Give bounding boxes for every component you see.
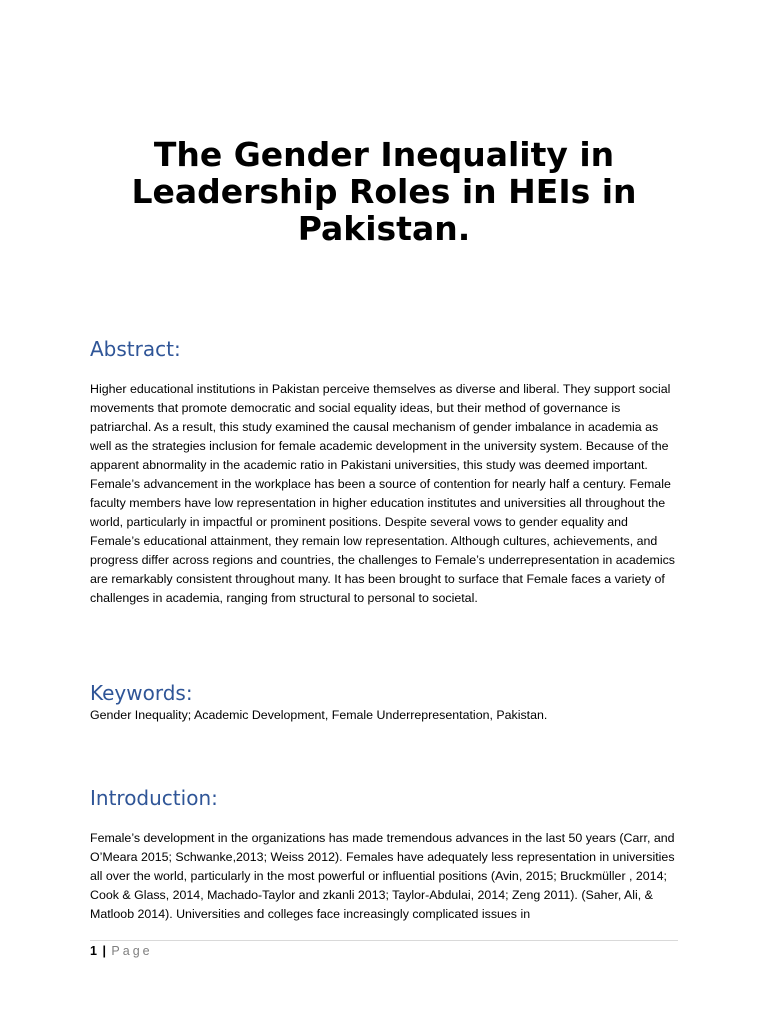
abstract-heading: Abstract:	[90, 337, 181, 361]
keywords-text: Gender Inequality; Academic Development, Female Underrepresentation, Pakistan.	[90, 708, 548, 722]
footer-divider	[90, 940, 678, 941]
abstract-body	[90, 380, 680, 608]
footer-separator: |	[102, 944, 106, 958]
abstract-paragraph-2: Female’s advancement in the workplace has been a source of contention for nearly half a century. Female faculty members have low representation in higher education institutes and universities all throughout the world, particularly in impactful or prominent positions. Despite several vows to gender equality and Female’s educational attainment, they remain low representation. Although cultures, achievements, and progress differ across regions and countries, the challenges to Female’s underrepresentation in academics are remarkably consistent throughout many. It has been brought to surface that Female faces a variety of challenges in academia, ranging from structural to personal to societal.	[90, 477, 675, 605]
page-number: 1	[90, 944, 97, 958]
abstract-paragraph-1: Higher educational institutions in Pakistan perceive themselves as diverse and liberal. They support social movements that promote democratic and social equality ideas, but their method of governance is patriarchal. As a result, this study examined the causal mechanism of gender imbalance in academia as well as the strategies inclusion for female academic development in the university system. Because of the apparent abnormality in the academic ratio in Pakistani universities, this study was deemed important.	[90, 382, 671, 472]
introduction-text: Female’s development in the organizations has made tremendous advances in the last 50 years (Carr, and O’Meara 2015; Schwanke,2013; Weiss 2012). Females have adequately less representation in universities all over the world, particularly in the most powerful or influential positions (Avin, 2015; Bruckmüller , 2014; Cook & Glass, 2014, Machado-Taylor and zkanli 2013; Taylor-Abdulai, 2014; Zeng 2011). (Saher, Ali, & Matloob 2014). Universities and colleges face increasingly complicated issues in	[90, 831, 675, 921]
page-label: Page	[111, 944, 153, 958]
document-title: The Gender Inequality in Leadership Roles in HEIs in Pakistan.	[131, 135, 637, 248]
introduction-heading: Introduction:	[90, 786, 218, 810]
page-footer	[90, 943, 153, 959]
keywords-heading: Keywords:	[90, 681, 193, 705]
